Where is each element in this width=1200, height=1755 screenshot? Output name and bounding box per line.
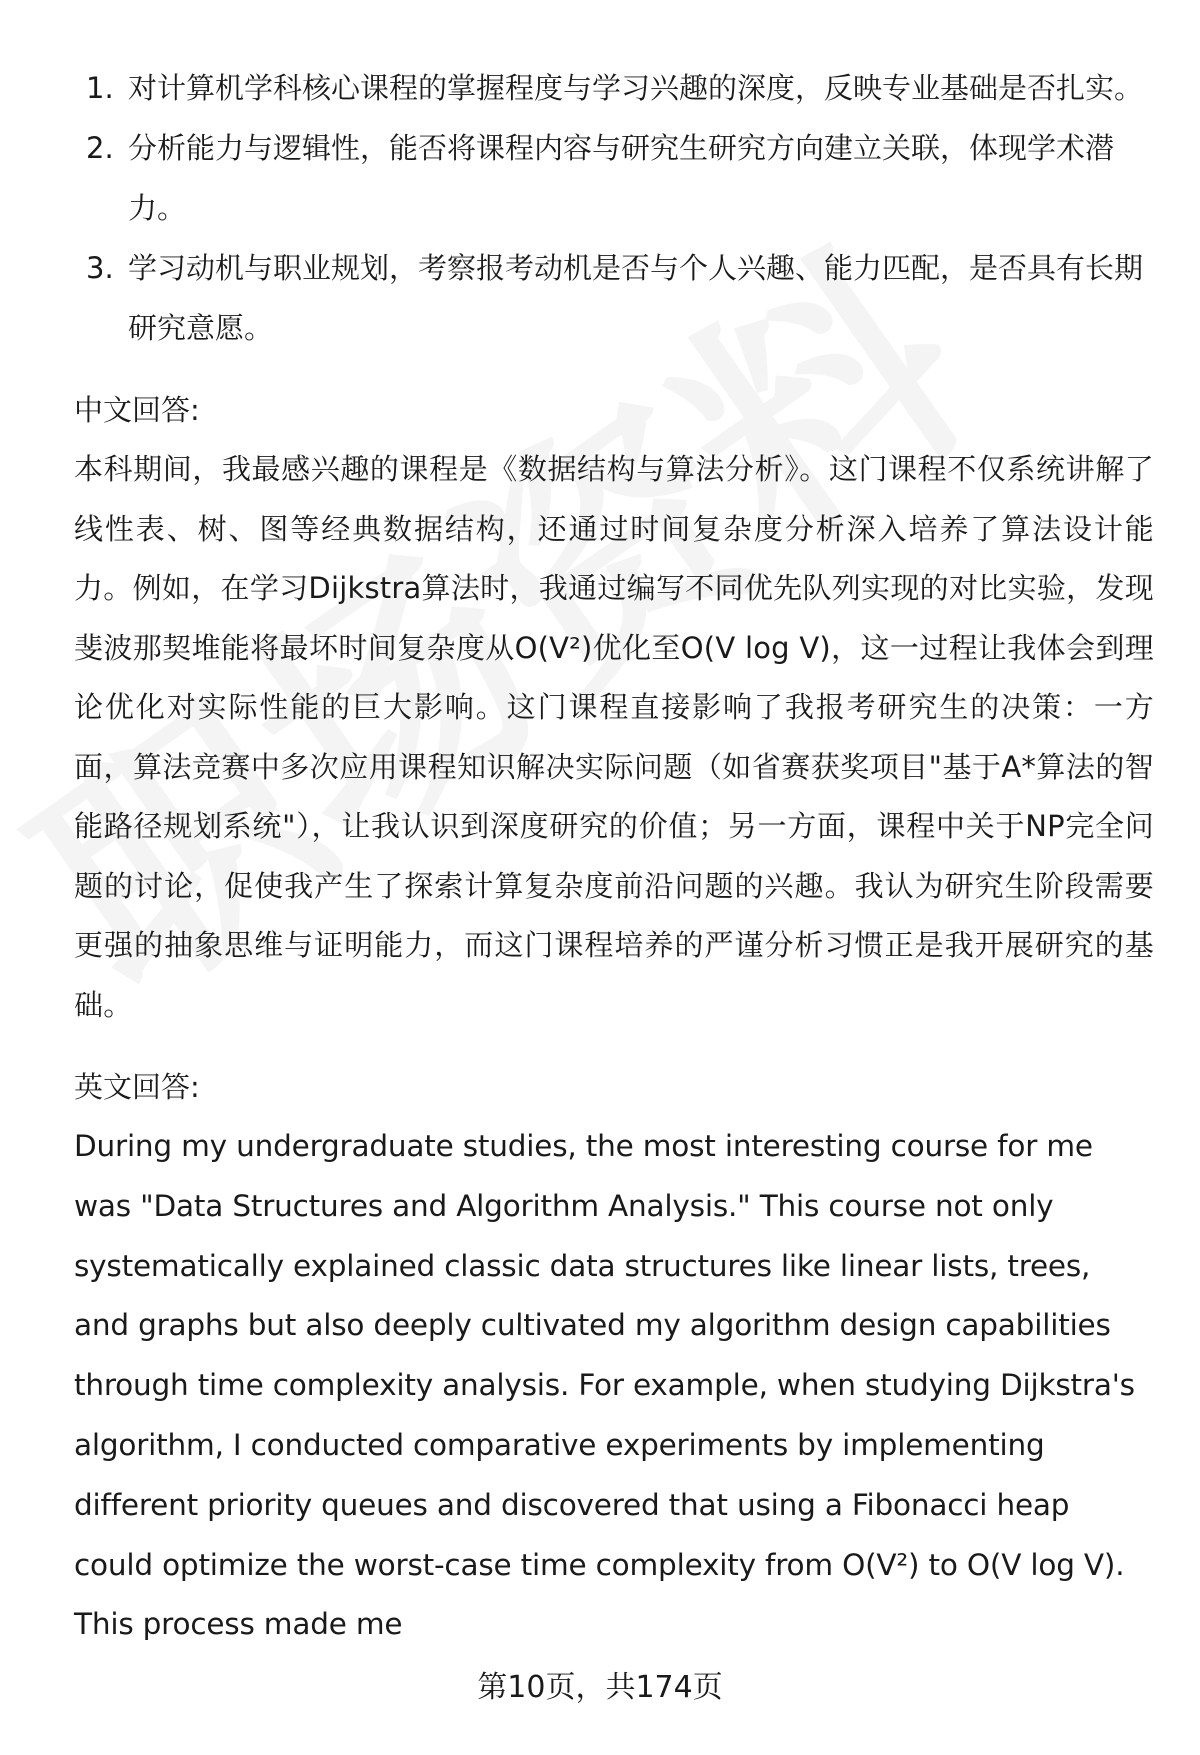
evaluation-criteria-list [74,58,1154,358]
list-item [74,58,1154,118]
list-item-text: 分析能力与逻辑性，能否将课程内容与研究生研究方向建立关联，体现学术潜力。 [128,131,1115,225]
english-answer-text: During my undergraduate studies, the most interesting course for me was "Data Structures and Algorithm Analysis." This course not only systematically explained classic data structures like linear lists, trees, and graphs but also deeply cultivated my algorithm design capabilities through time complexity analysis. For example, when studying Dijkstra's algorithm, I conducted comparative experiments by implementing different priority queues and discovered that using a Fibonacci heap could optimize the worst-case time complexity from O(V²) to O(V log V). This process made me [74,1129,1135,1642]
list-item-number: 2. [86,131,114,165]
chinese-answer-label: 中文回答: [74,393,200,427]
english-answer-label: 英文回答: [74,1070,200,1104]
list-item-number: 3. [86,251,114,285]
list-item-number: 1. [86,71,114,105]
list-item-text: 学习动机与职业规划，考察报考动机是否与个人兴趣、能力匹配，是否具有长期研究意愿。 [128,251,1144,345]
list-item [74,238,1154,358]
page-content [74,58,1154,1655]
list-item-text: 对计算机学科核心课程的掌握程度与学习兴趣的深度，反映专业基础是否扎实。 [128,71,1144,105]
page-number: 第10页，共174页 [477,1670,723,1705]
list-item [74,118,1154,238]
chinese-answer-text: 本科期间，我最感兴趣的课程是《数据结构与算法分析》。这门课程不仅系统讲解了线性表、树、图等经典数据结构，还通过时间复杂度分析深入培养了算法设计能力。例如，在学习Dijkstra算法时，我通过编写不同优先队列实现的对比实验，发现斐波那契堆能将最坏时间复杂度从O(V²)优化至O(V log V)，这一过程让我体会到理论优化对实际性能的巨大影响。这门课程直接影响了我报考研究生的决策：一方面，算法竞赛中多次应用课程知识解决实际问题（如省赛获奖项目"基于A*算法的智能路径规划系统"），让我认识到深度研究的价值；另一方面，课程中关于NP完全问题的讨论，促使我产生了探索计算复杂度前沿问题的兴趣。我认为研究生阶段需要更强的抽象思维与证明能力，而这门课程培养的严谨分析习惯正是我开展研究的基础。 [74,452,1154,1022]
